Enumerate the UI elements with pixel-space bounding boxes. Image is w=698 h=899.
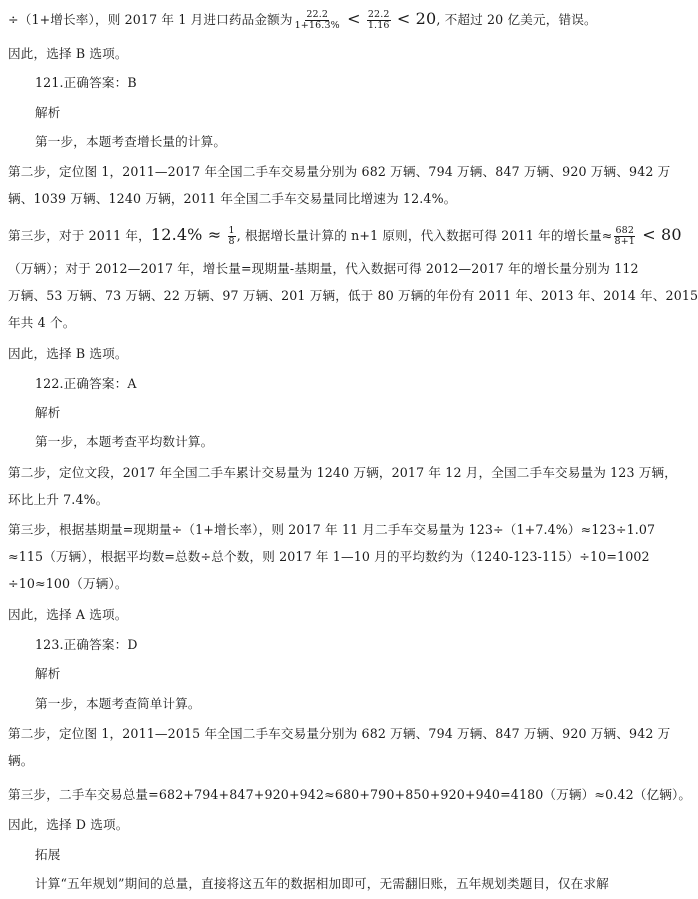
text-line-9: （万辆）；对于 2012—2017 年，增长量=现期量-基期量，代入数据可得 2012—2017 年的增长量分别为 112 [8, 261, 639, 276]
text-line-2: 因此，选择 B 选项。 [8, 46, 128, 61]
fraction-numerator: 22.2 [367, 9, 390, 20]
text-line-17: 环比上升 7.4%。 [8, 492, 109, 507]
text-line-21: 因此，选择 A 选项。 [8, 607, 128, 622]
text-line-18: 第三步，根据基期量=现期量÷（1+增长率），则 2017 年 11 月二手车交易量为 123÷（1+7.4%）≈123÷1.07 [8, 522, 656, 537]
text-line-19: ≈115（万辆），根据平均数=总数÷总个数，则 2017 年 1—10 月的平均数约为（1240-123-115）÷10=1002 [8, 549, 650, 564]
fraction-denominator: 1.16 [367, 20, 390, 31]
fraction-numerator: 682 [615, 225, 635, 236]
fraction-3 [228, 226, 236, 247]
analysis-label: 解析 [35, 105, 61, 120]
text-line-11: 年共 4 个。 [8, 315, 76, 330]
fraction-1 [294, 10, 341, 31]
less-than-sign: < [341, 9, 366, 28]
text-line-25: 第二步，定位图 1，2011—2015 年全国二手车交易量分别为 682 万辆、794 万辆、847 万辆、920 万辆、942 万 [8, 726, 671, 741]
fraction-denominator: 8+1 [614, 236, 635, 247]
text-line-15: 第一步，本题考查平均数计算。 [35, 434, 214, 449]
text-span: , 不超过 20 亿美元，错误。 [436, 12, 597, 27]
text-span: ÷（1+增长率），则 2017 年 1 月进口药品金额为 [8, 12, 293, 27]
text-line-20: ÷10≈100（万辆）。 [8, 576, 128, 591]
fraction-denominator: 1+16.3% [294, 20, 340, 31]
fraction-denominator: 8 [228, 236, 235, 247]
text-line-10: 万辆、53 万辆、73 万辆、22 万辆、97 万辆、201 万辆，低于 80 万辆的年份有 2011 年、2013 年、2014 年、2015 [8, 288, 698, 303]
answer-heading-121: 121.正确答案：B [35, 75, 137, 90]
answer-heading-123: 123.正确答案：D [35, 637, 138, 652]
fraction-numerator: 22.2 [306, 9, 329, 20]
answer-heading-122: 122.正确答案：A [35, 376, 137, 391]
fraction-4 [614, 226, 637, 247]
comparison-value: < 20 [391, 9, 437, 28]
text-line-28: 因此，选择 D 选项。 [8, 817, 129, 832]
analysis-label: 解析 [35, 666, 61, 681]
math-expression: 12.4% ≈ [150, 225, 227, 244]
text-span: , 根据增长量计算的 n+1 原则，代入数据可得 2011 年的增长量≈ [236, 228, 613, 243]
fraction-2 [367, 10, 391, 31]
text-line-26: 辆。 [8, 753, 34, 768]
text-line-7: 辆、1039 万辆、1240 万辆，2011 年全国二手车交易量同比增速为 12.4%。 [8, 191, 457, 206]
fraction-numerator: 1 [228, 225, 235, 236]
text-line-8 [8, 225, 682, 247]
text-line-16: 第二步，定位文段，2017 年全国二手车累计交易量为 1240 万辆，2017 年 12 月，全国二手车交易量为 123 万辆， [8, 465, 677, 480]
text-line-27: 第三步，二手车交易总量=682+794+847+920+942≈680+790+850+920+940=4180（万辆）≈0.42（亿辆）。 [8, 787, 692, 802]
text-line-30: 计算“五年规划”期间的总量，直接将这五年的数据相加即可，无需翻旧账，五年规划类题目，仅在求解 [35, 876, 609, 891]
text-span: 第三步，对于 2011 年， [8, 228, 151, 243]
text-line-5: 第一步，本题考查增长量的计算。 [35, 134, 227, 149]
text-line-6: 第二步，定位图 1，2011—2017 年全国二手车交易量分别为 682 万辆、794 万辆、847 万辆、920 万辆、942 万 [8, 164, 671, 179]
text-line-12: 因此，选择 B 选项。 [8, 346, 128, 361]
analysis-label: 解析 [35, 405, 61, 420]
extension-label: 拓展 [35, 847, 61, 862]
text-line-24: 第一步，本题考查简单计算。 [35, 696, 201, 711]
comparison-value: < 80 [637, 225, 682, 244]
text-line-1 [8, 10, 641, 31]
